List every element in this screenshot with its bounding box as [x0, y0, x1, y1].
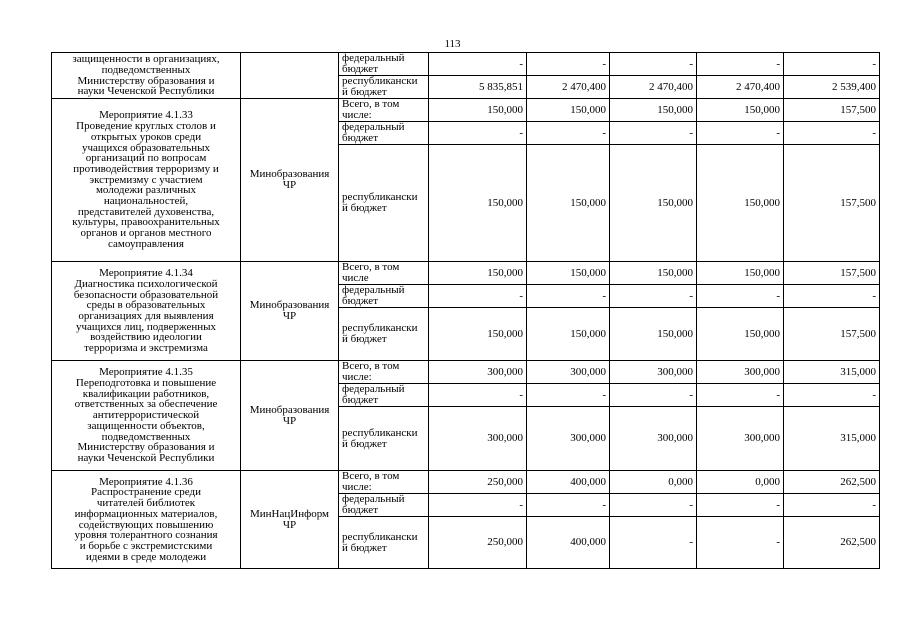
value-cell: 157,500 [784, 99, 880, 122]
value-cell: - [610, 285, 697, 308]
executor-cell: Минобразования ЧР [241, 262, 339, 361]
value-cell: 300,000 [527, 407, 610, 471]
funding-source-cell: Всего, в том числе: [339, 99, 429, 122]
table-row [52, 361, 880, 384]
event-description-cell: Мероприятие 4.1.34 Диагностика психологической безопасности образовательной среды в образовательных организациях для выявления учащихся лиц, подверженных воздействию идеологии терроризма и экстремизма [52, 262, 241, 361]
value-cell: 157,500 [784, 262, 880, 285]
value-cell: - [697, 122, 784, 145]
value-cell: 0,000 [697, 471, 784, 494]
value-cell: 250,000 [429, 471, 527, 494]
funding-source-cell: республикански й бюджет [339, 145, 429, 262]
value-cell: - [610, 122, 697, 145]
value-cell: 150,000 [697, 145, 784, 262]
value-cell: - [697, 517, 784, 569]
value-cell: 150,000 [429, 145, 527, 262]
value-cell: 315,000 [784, 407, 880, 471]
event-description-cell: Мероприятие 4.1.36 Распространение среди читателей библиотек информационных материалов, содействующих повышению уровня толерантного сознания и борьбе с экстремистскими идеями в среде молодежи [52, 471, 241, 569]
value-cell: - [697, 494, 784, 517]
value-cell: 150,000 [697, 99, 784, 122]
value-cell: 150,000 [527, 99, 610, 122]
table-row [52, 471, 880, 494]
event-description-cell: Мероприятие 4.1.35 Переподготовка и повышение квалификации работников, ответственных за обеспечение антитеррористической защищенности объектов, подведомственных Министерству образования и науки Чеченской Республики [52, 361, 241, 471]
value-cell: - [784, 122, 880, 145]
funding-source-cell: федеральный бюджет [339, 53, 429, 76]
value-cell: 2 470,400 [697, 76, 784, 99]
value-cell: 150,000 [429, 99, 527, 122]
value-cell: 150,000 [527, 262, 610, 285]
value-cell: 300,000 [697, 361, 784, 384]
value-cell: - [784, 384, 880, 407]
value-cell: - [697, 53, 784, 76]
value-cell: 300,000 [610, 361, 697, 384]
value-cell: 400,000 [527, 471, 610, 494]
funding-source-cell: республикански й бюджет [339, 308, 429, 361]
value-cell: - [527, 384, 610, 407]
executor-cell [241, 53, 339, 99]
value-cell: - [527, 494, 610, 517]
value-cell: - [527, 122, 610, 145]
value-cell: - [527, 53, 610, 76]
value-cell: - [429, 122, 527, 145]
value-cell: 157,500 [784, 145, 880, 262]
value-cell: 2 470,400 [527, 76, 610, 99]
value-cell: - [610, 517, 697, 569]
value-cell: 150,000 [429, 262, 527, 285]
value-cell: - [784, 53, 880, 76]
value-cell: - [527, 285, 610, 308]
table-row [52, 99, 880, 122]
value-cell: 150,000 [610, 99, 697, 122]
value-cell: 157,500 [784, 308, 880, 361]
value-cell: - [429, 285, 527, 308]
value-cell: 150,000 [527, 308, 610, 361]
value-cell: 150,000 [697, 262, 784, 285]
value-cell: 250,000 [429, 517, 527, 569]
value-cell: 262,500 [784, 517, 880, 569]
value-cell: 300,000 [429, 407, 527, 471]
value-cell: 5 835,851 [429, 76, 527, 99]
value-cell: - [610, 53, 697, 76]
event-description-cell: защищенности в организациях, подведомственных Министерству образования и науки Чеченской Республики [52, 53, 241, 99]
table-row [52, 262, 880, 285]
funding-source-cell: федеральный бюджет [339, 494, 429, 517]
value-cell: 150,000 [610, 262, 697, 285]
value-cell: 300,000 [610, 407, 697, 471]
funding-source-cell: федеральный бюджет [339, 384, 429, 407]
value-cell: 262,500 [784, 471, 880, 494]
value-cell: - [697, 384, 784, 407]
value-cell: 150,000 [610, 145, 697, 262]
value-cell: 300,000 [527, 361, 610, 384]
page-number: 113 [444, 38, 461, 50]
value-cell: 0,000 [610, 471, 697, 494]
value-cell: 150,000 [527, 145, 610, 262]
value-cell: 2 539,400 [784, 76, 880, 99]
value-cell: 150,000 [697, 308, 784, 361]
value-cell: - [429, 53, 527, 76]
executor-cell: Минобразования ЧР [241, 361, 339, 471]
budget-table-body [52, 53, 880, 569]
funding-source-cell: Всего, в том числе: [339, 361, 429, 384]
value-cell: - [784, 494, 880, 517]
value-cell: - [610, 494, 697, 517]
executor-cell: МинНацИнформ ЧР [241, 471, 339, 569]
executor-cell: Минобразования ЧР [241, 99, 339, 262]
value-cell: 300,000 [697, 407, 784, 471]
value-cell: - [429, 384, 527, 407]
funding-source-cell: республикански й бюджет [339, 407, 429, 471]
value-cell: 400,000 [527, 517, 610, 569]
funding-source-cell: Всего, в том числе: [339, 471, 429, 494]
value-cell: 2 470,400 [610, 76, 697, 99]
value-cell: - [429, 494, 527, 517]
funding-source-cell: Всего, в том числе [339, 262, 429, 285]
value-cell: 300,000 [429, 361, 527, 384]
budget-table [51, 52, 880, 569]
table-row [52, 53, 880, 76]
event-description-cell: Мероприятие 4.1.33 Проведение круглых столов и открытых уроков среди учащихся образовательных организаций по вопросам противодействия терроризму и экстремизму с участием молодежи различных национальностей, представителей духовенства, культуры, правоохранительных органов и органов местного самоуправления [52, 99, 241, 262]
value-cell: - [784, 285, 880, 308]
value-cell: - [610, 384, 697, 407]
value-cell: 150,000 [610, 308, 697, 361]
funding-source-cell: федеральный бюджет [339, 122, 429, 145]
funding-source-cell: федеральный бюджет [339, 285, 429, 308]
value-cell: 150,000 [429, 308, 527, 361]
value-cell: 315,000 [784, 361, 880, 384]
funding-source-cell: республикански й бюджет [339, 76, 429, 99]
value-cell: - [697, 285, 784, 308]
funding-source-cell: республикански й бюджет [339, 517, 429, 569]
